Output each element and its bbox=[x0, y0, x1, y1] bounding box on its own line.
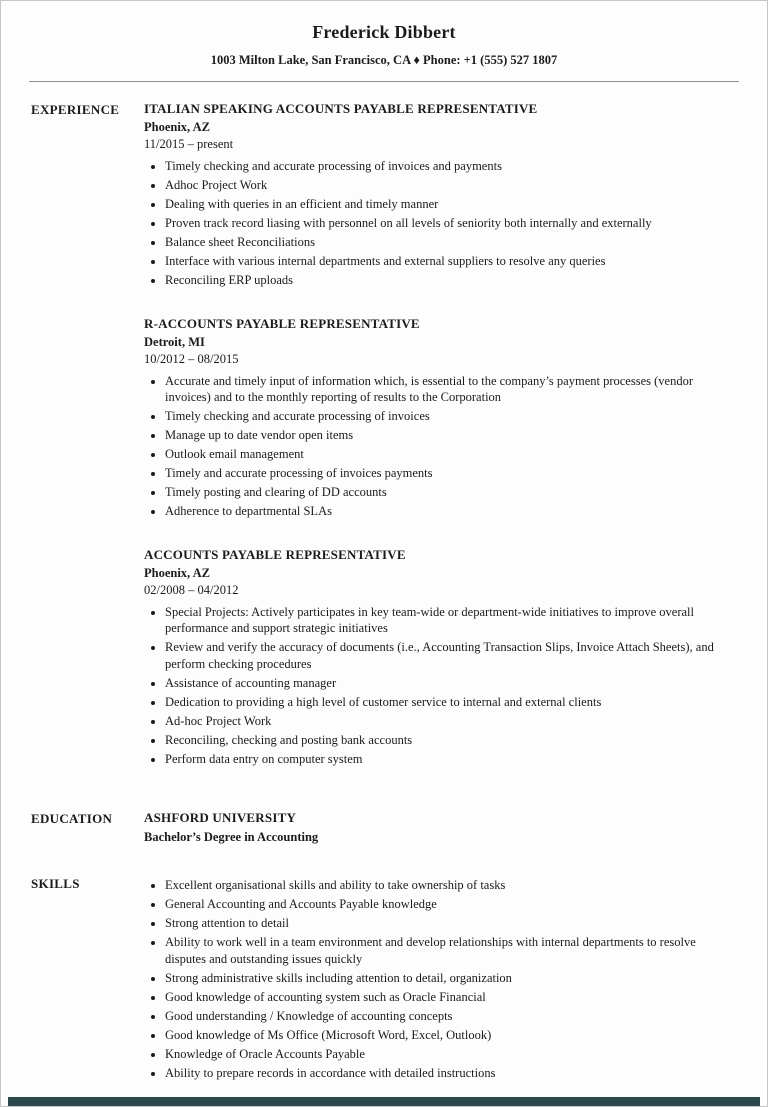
job-bullet-list bbox=[144, 158, 733, 289]
bullet-item: • Good understanding / Knowledge of accounting concepts bbox=[165, 1008, 733, 1025]
experience-content bbox=[144, 101, 737, 770]
job-dates: 02/2008 – 04/2012 bbox=[144, 582, 239, 597]
bullet-item: • Timely checking and accurate processing of invoices bbox=[165, 408, 733, 425]
bullet-item: • Special Projects: Actively participates in key team-wide or department-wide initiatives to improve overall performance and support strategic initiatives bbox=[165, 604, 733, 637]
bullet-item: • Timely posting and clearing of DD accounts bbox=[165, 484, 733, 501]
section-experience bbox=[1, 101, 767, 770]
section-skills bbox=[1, 875, 767, 1084]
bullet-item: • Reconciling, checking and posting bank accounts bbox=[165, 732, 733, 749]
candidate-name: Frederick Dibbert bbox=[312, 22, 456, 42]
bullet-item: • Ability to work well in a team environment and develop relationships with internal departments to resolve disputes and outstanding issues quickly bbox=[165, 934, 733, 967]
bullet-item: • Balance sheet Reconciliations bbox=[165, 234, 733, 251]
bullet-item: • Ability to prepare records in accordance with detailed instructions bbox=[165, 1065, 733, 1082]
bullet-item: • Outlook email management bbox=[165, 446, 733, 463]
bullet-item: • Assistance of accounting manager bbox=[165, 675, 733, 692]
bullet-item: • Dedication to providing a high level of customer service to internal and external clients bbox=[165, 694, 733, 711]
bullet-item: • Knowledge of Oracle Accounts Payable bbox=[165, 1046, 733, 1063]
section-label-skills: SKILLS bbox=[31, 875, 80, 891]
job-dates: 11/2015 – present bbox=[144, 137, 234, 151]
bullet-item: • Accurate and timely input of information which, is essential to the company’s payment processes (vendor invoices) and to the monthly reporting of results to the Corporation bbox=[165, 373, 733, 406]
bullet-item: • Dealing with queries in an efficient and timely manner bbox=[165, 196, 733, 213]
job-location: Phoenix, AZ bbox=[144, 120, 210, 134]
job-bullet-list bbox=[144, 373, 733, 520]
job-entry bbox=[144, 547, 733, 768]
section-label-education: EDUCATION bbox=[31, 810, 113, 826]
bullet-item: • Review and verify the accuracy of documents (i.e., Accounting Transaction Slips, Invoice Attach Sheets), and perform checking procedures bbox=[165, 639, 733, 672]
skills-bullet-list bbox=[144, 877, 733, 1081]
job-title: R-ACCOUNTS PAYABLE REPRESENTATIVE bbox=[144, 315, 420, 331]
footer-accent-bar bbox=[8, 1097, 760, 1106]
bullet-item: • Perform data entry on computer system bbox=[165, 751, 733, 768]
school-name: ASHFORD UNIVERSITY bbox=[144, 809, 297, 825]
bullet-item: • Good knowledge of accounting system such as Oracle Financial bbox=[165, 989, 733, 1006]
job-bullet-list bbox=[144, 604, 733, 768]
job-entry bbox=[144, 316, 733, 520]
bullet-item: • Strong administrative skills including attention to detail, organization bbox=[165, 970, 733, 987]
bullet-item: • Ad-hoc Project Work bbox=[165, 713, 733, 730]
job-location: Detroit, MI bbox=[144, 334, 205, 349]
bullet-item: • Reconciling ERP uploads bbox=[165, 272, 733, 289]
job-title: ITALIAN SPEAKING ACCOUNTS PAYABLE REPRESENTATIVE bbox=[144, 101, 538, 116]
education-content bbox=[144, 810, 737, 845]
bullet-item: • Interface with various internal departments and external suppliers to resolve any queries bbox=[165, 253, 733, 270]
header-divider bbox=[29, 81, 739, 82]
bullet-item: • Strong attention to detail bbox=[165, 915, 733, 932]
bullet-item: • General Accounting and Accounts Payable knowledge bbox=[165, 896, 733, 913]
bullet-item: • Timely and accurate processing of invoices payments bbox=[165, 465, 733, 482]
bullet-item: • Manage up to date vendor open items bbox=[165, 427, 733, 444]
section-education bbox=[1, 810, 767, 845]
skills-content bbox=[144, 875, 737, 1084]
job-title: ACCOUNTS PAYABLE REPRESENTATIVE bbox=[144, 546, 406, 562]
section-label-experience: EXPERIENCE bbox=[31, 102, 120, 117]
job-location: Phoenix, AZ bbox=[144, 565, 210, 580]
bullet-item: • Adhoc Project Work bbox=[165, 177, 733, 194]
bullet-item: • Good knowledge of Ms Office (Microsoft Word, Excel, Outlook) bbox=[165, 1027, 733, 1044]
bullet-item: • Timely checking and accurate processing of invoices and payments bbox=[165, 158, 733, 175]
job-entry bbox=[144, 101, 733, 289]
resume-header bbox=[1, 1, 767, 68]
bullet-item: • Excellent organisational skills and ability to take ownership of tasks bbox=[165, 877, 733, 894]
degree-name: Bachelor’s Degree in Accounting bbox=[144, 829, 319, 844]
bullet-item: • Proven track record liasing with personnel on all levels of seniority both internally and externally bbox=[165, 215, 733, 232]
bullet-item: • Adherence to departmental SLAs bbox=[165, 503, 733, 520]
contact-line: 1003 Milton Lake, San Francisco, CA ♦ Phone: +1 (555) 527 1807 bbox=[210, 53, 558, 67]
job-dates: 10/2012 – 08/2015 bbox=[144, 351, 239, 366]
